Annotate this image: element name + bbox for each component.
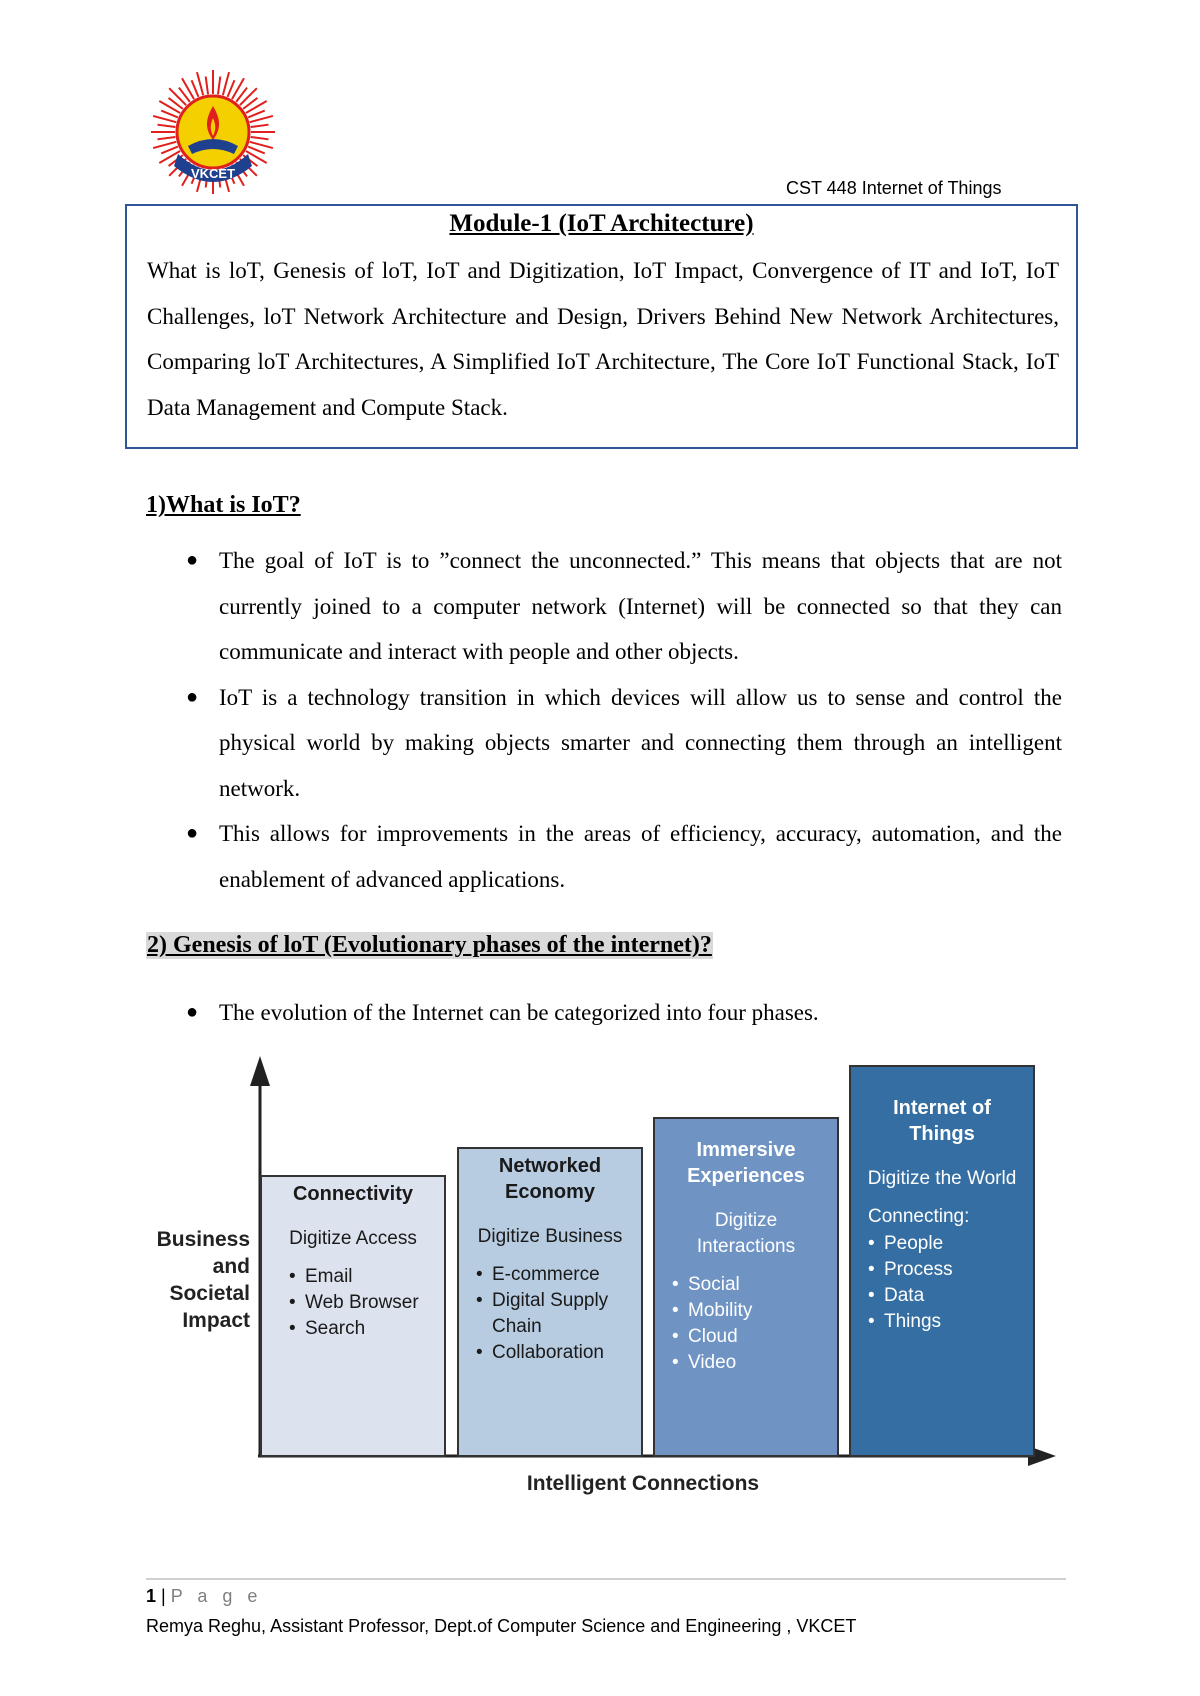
bullet-icon: • (868, 1233, 875, 1254)
phase-item: Digital Supply (492, 1290, 609, 1311)
phase-subtitle: Interactions (696, 1236, 796, 1257)
footer-author: Remya Reghu, Assistant Professor, Dept.of Computer Science and Engineering , VKCET (146, 1616, 857, 1636)
y-axis-label-line: and (212, 1255, 250, 1278)
y-axis-label (157, 1228, 250, 1332)
bullet-icon: • (289, 1266, 296, 1287)
bullet-icon: ● (186, 685, 199, 708)
phase-item: Things (884, 1311, 942, 1332)
bullet-icon: • (672, 1352, 679, 1373)
list-item (146, 811, 1062, 902)
module-title: Module-1 (IoT Architecture) (449, 210, 754, 237)
phase-2 (458, 1148, 642, 1456)
y-axis-label-line: Societal (169, 1282, 250, 1305)
list-item (146, 675, 1062, 812)
syllabus-box (125, 204, 1078, 449)
bullet-icon: • (868, 1259, 875, 1280)
phase-1 (261, 1176, 445, 1456)
phase-item: Process (884, 1259, 953, 1280)
footer-divider (146, 1578, 1066, 1580)
bullet-icon: • (672, 1274, 679, 1295)
phase-item: Video (688, 1352, 737, 1373)
bullet-icon: ● (186, 1001, 199, 1023)
phase-box (261, 1176, 445, 1456)
bullet-icon: • (476, 1264, 483, 1285)
phase-item: Cloud (688, 1326, 738, 1347)
phase-item: Web Browser (305, 1292, 419, 1313)
page-number (146, 1586, 262, 1607)
course-title: CST 448 Internet of Things (786, 178, 1002, 198)
bullet-icon: • (476, 1342, 483, 1363)
vkcet-logo (148, 70, 278, 202)
phase-title: Internet of (893, 1097, 991, 1119)
section-heading-what-is-iot: 1)What is IoT? (146, 492, 301, 518)
phase-item: People (884, 1233, 944, 1254)
y-axis-label-line: Impact (182, 1309, 250, 1332)
section-heading-genesis: 2) Genesis of loT (Evolutionary phases of the internet)? (147, 932, 712, 958)
phase-item: Collaboration (492, 1342, 604, 1363)
bullet-icon: • (672, 1300, 679, 1321)
phase-item: Chain (492, 1316, 542, 1337)
syllabus-text: What is loT, Genesis of loT, IoT and Digitization, IoT Impact, Convergence of IT and IoT, IoT Challenges, loT Network Architecture and Design, Drivers Behind New Network Architectures, Comparing loT Architectures, A Simplified IoT Architecture, The Core IoT Functional Stack, IoT Data Management and Compute Stack. (147, 258, 1059, 420)
list-item-text: The goal of IoT is to ”connect the unconnected.” This means that objects that are not currently joined to a computer network (Internet) will be connected so that they can communicate and interact with people and other objects. (219, 548, 1062, 664)
phase-subtitle: Digitize (714, 1210, 778, 1231)
logo-text: VKCET (190, 166, 236, 181)
bullet-icon: • (289, 1292, 296, 1313)
phase-item: Data (884, 1285, 925, 1306)
bullet-icon: • (672, 1326, 679, 1347)
list-item-text: IoT is a technology transition in which devices will allow us to sense and control the physical world by making objects smarter and connecting them through an intelligent network. (219, 684, 1062, 801)
bullet-icon: • (868, 1285, 875, 1306)
phase-item: Mobility (688, 1300, 753, 1321)
phase-subtitle: Digitize Access (289, 1228, 417, 1249)
bullet-icon: • (289, 1318, 296, 1339)
list-item (146, 990, 1062, 1036)
phase-4 (850, 1066, 1034, 1456)
phase-3 (654, 1118, 838, 1456)
phase-subtitle: Digitize the World (867, 1168, 1017, 1189)
phase-title: Economy (504, 1181, 596, 1203)
phase-item: Email (305, 1266, 353, 1287)
phase-item: E-commerce (492, 1264, 600, 1285)
phase-title: Connectivity (292, 1183, 414, 1205)
phase-item: Search (305, 1318, 366, 1339)
bullet-icon: • (476, 1290, 483, 1311)
list-item-text: This allows for improvements in the areas of efficiency, accuracy, automation, and the enablement of advanced applications. (219, 821, 1062, 892)
y-axis-label-line: Business (156, 1228, 250, 1251)
page-word: P a g e (170, 1586, 263, 1606)
phase-title: Things (909, 1123, 975, 1145)
phase-item: Social (688, 1274, 740, 1295)
what-is-iot-list (146, 538, 1062, 902)
page-number-value: 1 (146, 1586, 157, 1606)
genesis-list (146, 990, 1062, 1036)
bullet-icon: ● (186, 822, 199, 844)
x-axis-label: Intelligent Connections (526, 1472, 760, 1495)
phases (261, 1066, 1034, 1456)
phase-title: Networked (498, 1155, 602, 1177)
phase-subtitle: Digitize Business (477, 1226, 623, 1247)
list-item (146, 538, 1062, 675)
bullet-icon: • (868, 1311, 875, 1332)
phase-connecting-label: Connecting: (868, 1206, 970, 1227)
page-separator: | (161, 1586, 171, 1606)
arrow-up-icon (250, 1056, 270, 1086)
list-item-text: The evolution of the Internet can be categorized into four phases. (219, 1000, 819, 1025)
internet-evolution-diagram (140, 1050, 1060, 1510)
phase-title: Experiences (687, 1165, 805, 1187)
bullet-icon: ● (186, 549, 199, 571)
phase-title: Immersive (696, 1139, 796, 1161)
